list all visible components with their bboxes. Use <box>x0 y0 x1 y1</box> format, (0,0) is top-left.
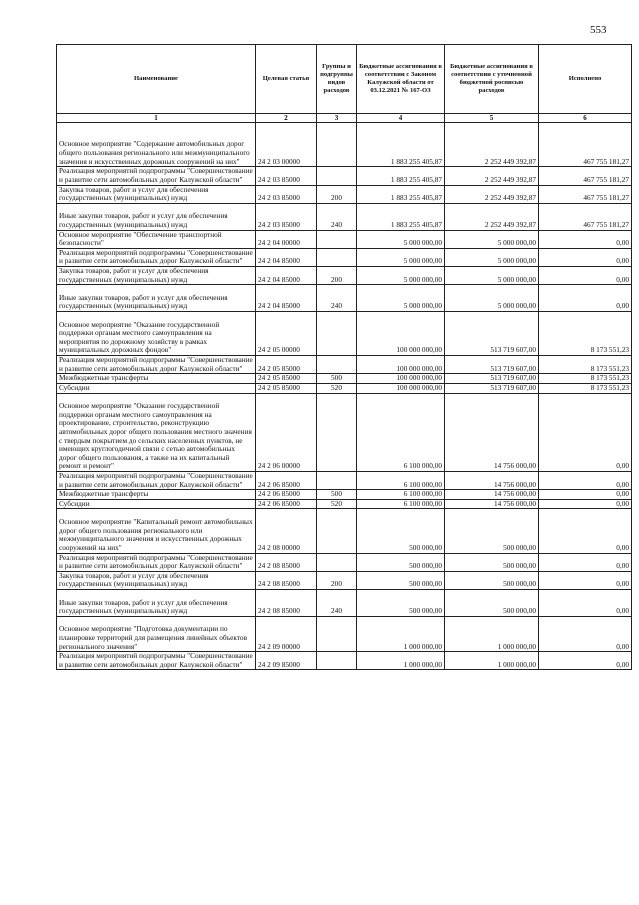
row-expense-group: 500 <box>317 374 357 384</box>
row-executed: 0,00 <box>539 499 632 509</box>
row-roster-allocation: 5 000 000,00 <box>445 267 539 285</box>
row-law-allocation: 5 000 000,00 <box>357 267 445 285</box>
table-row <box>57 267 632 285</box>
header-roster-allocation: Бюджетные ассигнования в соответствии с уточненной бюджетной росписью расходов <box>445 45 539 114</box>
row-target-article: 24 2 04 85000 <box>256 267 317 285</box>
row-expense-group <box>317 652 357 670</box>
row-name: Межбюджетные трансферты <box>57 490 256 500</box>
row-expense-group: 240 <box>317 285 357 312</box>
row-target-article: 24 2 08 85000 <box>256 589 317 616</box>
header-expense-group: Группы и подгруппы видов расходов <box>317 45 357 114</box>
row-roster-allocation: 500 000,00 <box>445 571 539 589</box>
column-number: 2 <box>256 114 317 123</box>
column-number: 4 <box>357 114 445 123</box>
row-executed: 0,00 <box>539 230 632 248</box>
row-roster-allocation: 500 000,00 <box>445 553 539 571</box>
row-expense-group <box>317 553 357 571</box>
row-target-article: 24 2 04 00000 <box>256 230 317 248</box>
row-name: Основное мероприятие "Содержание автомобильных дорог общего пользования регионального или межмуниципального значения и искусственных дорожных сооружений на них" <box>57 123 256 167</box>
row-executed: 0,00 <box>539 589 632 616</box>
row-roster-allocation: 5 000 000,00 <box>445 248 539 266</box>
table-row <box>57 393 632 471</box>
column-number: 1 <box>57 114 256 123</box>
row-executed: 8 173 551,23 <box>539 383 632 393</box>
row-executed: 0,00 <box>539 267 632 285</box>
row-roster-allocation: 513 719 607,00 <box>445 356 539 374</box>
row-name: Реализация мероприятий подпрограммы "Совершенствование и развитие сети автомобильных дорог Калужской области" <box>57 652 256 670</box>
row-law-allocation: 1 883 255 405,87 <box>357 167 445 185</box>
row-target-article: 24 2 06 85000 <box>256 490 317 500</box>
row-name: Иные закупки товаров, работ и услуг для обеспечения государственных (муниципальных) нужд <box>57 285 256 312</box>
row-roster-allocation: 500 000,00 <box>445 589 539 616</box>
header-law-allocation: Бюджетные ассигнования в соответствии с Законом Калужской области от 03.12.2021 № 167-ОЗ <box>357 45 445 114</box>
row-target-article: 24 2 05 85000 <box>256 383 317 393</box>
row-expense-group: 520 <box>317 499 357 509</box>
row-expense-group <box>317 248 357 266</box>
row-roster-allocation: 1 000 000,00 <box>445 652 539 670</box>
row-name: Реализация мероприятий подпрограммы "Совершенствование и развитие сети автомобильных дорог Калужской области" <box>57 167 256 185</box>
row-law-allocation: 6 100 000,00 <box>357 499 445 509</box>
table-row <box>57 203 632 230</box>
row-name: Закупка товаров, работ и услуг для обеспечения государственных (муниципальных) нужд <box>57 267 256 285</box>
table-row <box>57 383 632 393</box>
row-law-allocation: 6 100 000,00 <box>357 472 445 490</box>
row-roster-allocation: 2 252 449 392,87 <box>445 203 539 230</box>
table-row <box>57 490 632 500</box>
row-name: Основное мероприятие "Оказание государственной поддержки органам местного самоуправления на мероприятия по дорожному хозяйству в рамках муниципальных дорожных фондов" <box>57 312 256 356</box>
row-law-allocation: 6 100 000,00 <box>357 490 445 500</box>
row-law-allocation: 1 883 255 405,87 <box>357 203 445 230</box>
row-name: Иные закупки товаров, работ и услуг для обеспечения государственных (муниципальных) нужд <box>57 203 256 230</box>
row-executed: 467 755 181,27 <box>539 123 632 167</box>
table-row <box>57 571 632 589</box>
row-roster-allocation: 513 719 607,00 <box>445 312 539 356</box>
row-name: Межбюджетные трансферты <box>57 374 256 384</box>
table-row <box>57 285 632 312</box>
row-roster-allocation: 14 756 000,00 <box>445 490 539 500</box>
column-number-row <box>57 114 632 123</box>
row-expense-group <box>317 393 357 471</box>
row-target-article: 24 2 04 85000 <box>256 248 317 266</box>
row-expense-group <box>317 616 357 651</box>
row-name: Реализация мероприятий подпрограммы "Совершенствование и развитие сети автомобильных дорог Калужской области" <box>57 553 256 571</box>
row-target-article: 24 2 03 00000 <box>256 123 317 167</box>
row-law-allocation: 100 000 000,00 <box>357 374 445 384</box>
row-law-allocation: 500 000,00 <box>357 571 445 589</box>
row-name: Иные закупки товаров, работ и услуг для обеспечения государственных (муниципальных) нужд <box>57 589 256 616</box>
table-row <box>57 185 632 203</box>
row-name: Реализация мероприятий подпрограммы "Совершенствование и развитие сети автомобильных дорог Калужской области" <box>57 356 256 374</box>
header-executed: Исполнено <box>539 45 632 114</box>
row-target-article: 24 2 09 00000 <box>256 616 317 651</box>
table-row <box>57 499 632 509</box>
row-roster-allocation: 14 756 000,00 <box>445 472 539 490</box>
row-law-allocation: 1 000 000,00 <box>357 616 445 651</box>
row-executed: 467 755 181,27 <box>539 167 632 185</box>
table-row <box>57 248 632 266</box>
row-target-article: 24 2 08 85000 <box>256 553 317 571</box>
table-row <box>57 167 632 185</box>
row-name: Субсидии <box>57 383 256 393</box>
row-executed: 0,00 <box>539 571 632 589</box>
row-expense-group: 520 <box>317 383 357 393</box>
row-law-allocation: 5 000 000,00 <box>357 248 445 266</box>
row-roster-allocation: 14 756 000,00 <box>445 499 539 509</box>
table-row <box>57 616 632 651</box>
row-roster-allocation: 500 000,00 <box>445 509 539 553</box>
row-law-allocation: 6 100 000,00 <box>357 393 445 471</box>
row-law-allocation: 500 000,00 <box>357 509 445 553</box>
row-target-article: 24 2 06 00000 <box>256 393 317 471</box>
row-expense-group: 200 <box>317 571 357 589</box>
row-target-article: 24 2 03 85000 <box>256 185 317 203</box>
row-executed: 0,00 <box>539 472 632 490</box>
row-name: Основное мероприятие "Подготовка документации по планировке территорий для размещения линейных объектов регионального значения" <box>57 616 256 651</box>
row-expense-group: 200 <box>317 267 357 285</box>
header-name: Наименование <box>57 45 256 114</box>
row-expense-group: 200 <box>317 185 357 203</box>
row-name: Субсидии <box>57 499 256 509</box>
row-roster-allocation: 2 252 449 392,87 <box>445 167 539 185</box>
row-law-allocation: 1 883 255 405,87 <box>357 123 445 167</box>
row-target-article: 24 2 06 85000 <box>256 472 317 490</box>
row-law-allocation: 1 883 255 405,87 <box>357 185 445 203</box>
column-number: 3 <box>317 114 357 123</box>
row-target-article: 24 2 06 85000 <box>256 499 317 509</box>
table-row <box>57 652 632 670</box>
row-target-article: 24 2 08 00000 <box>256 509 317 553</box>
row-law-allocation: 5 000 000,00 <box>357 230 445 248</box>
row-law-allocation: 500 000,00 <box>357 589 445 616</box>
row-roster-allocation: 2 252 449 392,87 <box>445 185 539 203</box>
row-executed: 0,00 <box>539 393 632 471</box>
row-target-article: 24 2 03 85000 <box>256 167 317 185</box>
row-executed: 0,00 <box>539 616 632 651</box>
table-row <box>57 374 632 384</box>
row-expense-group: 500 <box>317 490 357 500</box>
row-executed: 0,00 <box>539 509 632 553</box>
row-executed: 467 755 181,27 <box>539 203 632 230</box>
row-name: Реализация мероприятий подпрограммы "Совершенствование и развитие сети автомобильных дорог Калужской области" <box>57 248 256 266</box>
row-expense-group <box>317 123 357 167</box>
row-executed: 0,00 <box>539 553 632 571</box>
row-name: Основное мероприятие "Обеспечение транспортной безопасности" <box>57 230 256 248</box>
row-roster-allocation: 14 756 000,00 <box>445 393 539 471</box>
table-row <box>57 472 632 490</box>
row-target-article: 24 2 09 85000 <box>256 652 317 670</box>
row-law-allocation: 100 000 000,00 <box>357 312 445 356</box>
row-name: Основное мероприятие "Капитальный ремонт автомобильных дорог общего пользования регионального или межмуниципального значения и искусственных дорожных сооружений на них" <box>57 509 256 553</box>
row-law-allocation: 100 000 000,00 <box>357 356 445 374</box>
row-law-allocation: 1 000 000,00 <box>357 652 445 670</box>
row-target-article: 24 2 08 85000 <box>256 571 317 589</box>
row-target-article: 24 2 05 00000 <box>256 312 317 356</box>
row-expense-group <box>317 356 357 374</box>
row-target-article: 24 2 04 85000 <box>256 285 317 312</box>
table-row <box>57 553 632 571</box>
row-roster-allocation: 513 719 607,00 <box>445 374 539 384</box>
row-target-article: 24 2 05 85000 <box>256 356 317 374</box>
row-name: Основное мероприятие "Оказание государственной поддержки органам местного самоуправления на проектирование, строительство, реконструкцию автомобильных дорог общего пользования местного значения с твердым покрытием до сельских населенных пунктов, не имеющих круглогодичной связи с сетью автомобильных дорог общего пользования, а также на их капитальный ремонт и ремонт" <box>57 393 256 471</box>
page-number: 553 <box>590 24 607 36</box>
row-executed: 0,00 <box>539 490 632 500</box>
table-row <box>57 312 632 356</box>
row-executed: 8 173 551,23 <box>539 356 632 374</box>
table-body <box>57 123 632 670</box>
table-row <box>57 589 632 616</box>
header-row <box>57 45 632 114</box>
table-row <box>57 123 632 167</box>
column-number: 6 <box>539 114 632 123</box>
row-executed: 0,00 <box>539 285 632 312</box>
row-law-allocation: 5 000 000,00 <box>357 285 445 312</box>
row-name: Закупка товаров, работ и услуг для обеспечения государственных (муниципальных) нужд <box>57 185 256 203</box>
row-name: Закупка товаров, работ и услуг для обеспечения государственных (муниципальных) нужд <box>57 571 256 589</box>
table-row <box>57 230 632 248</box>
row-roster-allocation: 5 000 000,00 <box>445 230 539 248</box>
row-law-allocation: 100 000 000,00 <box>357 383 445 393</box>
row-executed: 0,00 <box>539 248 632 266</box>
row-expense-group <box>317 312 357 356</box>
row-expense-group <box>317 230 357 248</box>
row-expense-group: 240 <box>317 589 357 616</box>
row-expense-group: 240 <box>317 203 357 230</box>
header-target-article: Целевая статья <box>256 45 317 114</box>
budget-table <box>56 44 632 670</box>
table-row <box>57 356 632 374</box>
row-target-article: 24 2 05 85000 <box>256 374 317 384</box>
row-roster-allocation: 5 000 000,00 <box>445 285 539 312</box>
row-law-allocation: 500 000,00 <box>357 553 445 571</box>
row-expense-group <box>317 167 357 185</box>
row-name: Реализация мероприятий подпрограммы "Совершенствование и развитие сети автомобильных дорог Калужской области" <box>57 472 256 490</box>
row-target-article: 24 2 03 85000 <box>256 203 317 230</box>
row-executed: 0,00 <box>539 652 632 670</box>
row-roster-allocation: 1 000 000,00 <box>445 616 539 651</box>
row-expense-group <box>317 509 357 553</box>
row-executed: 8 173 551,23 <box>539 374 632 384</box>
row-expense-group <box>317 472 357 490</box>
row-roster-allocation: 513 719 607,00 <box>445 383 539 393</box>
row-executed: 467 755 181,27 <box>539 185 632 203</box>
row-roster-allocation: 2 252 449 392,87 <box>445 123 539 167</box>
row-executed: 8 173 551,23 <box>539 312 632 356</box>
table-row <box>57 509 632 553</box>
column-number: 5 <box>445 114 539 123</box>
